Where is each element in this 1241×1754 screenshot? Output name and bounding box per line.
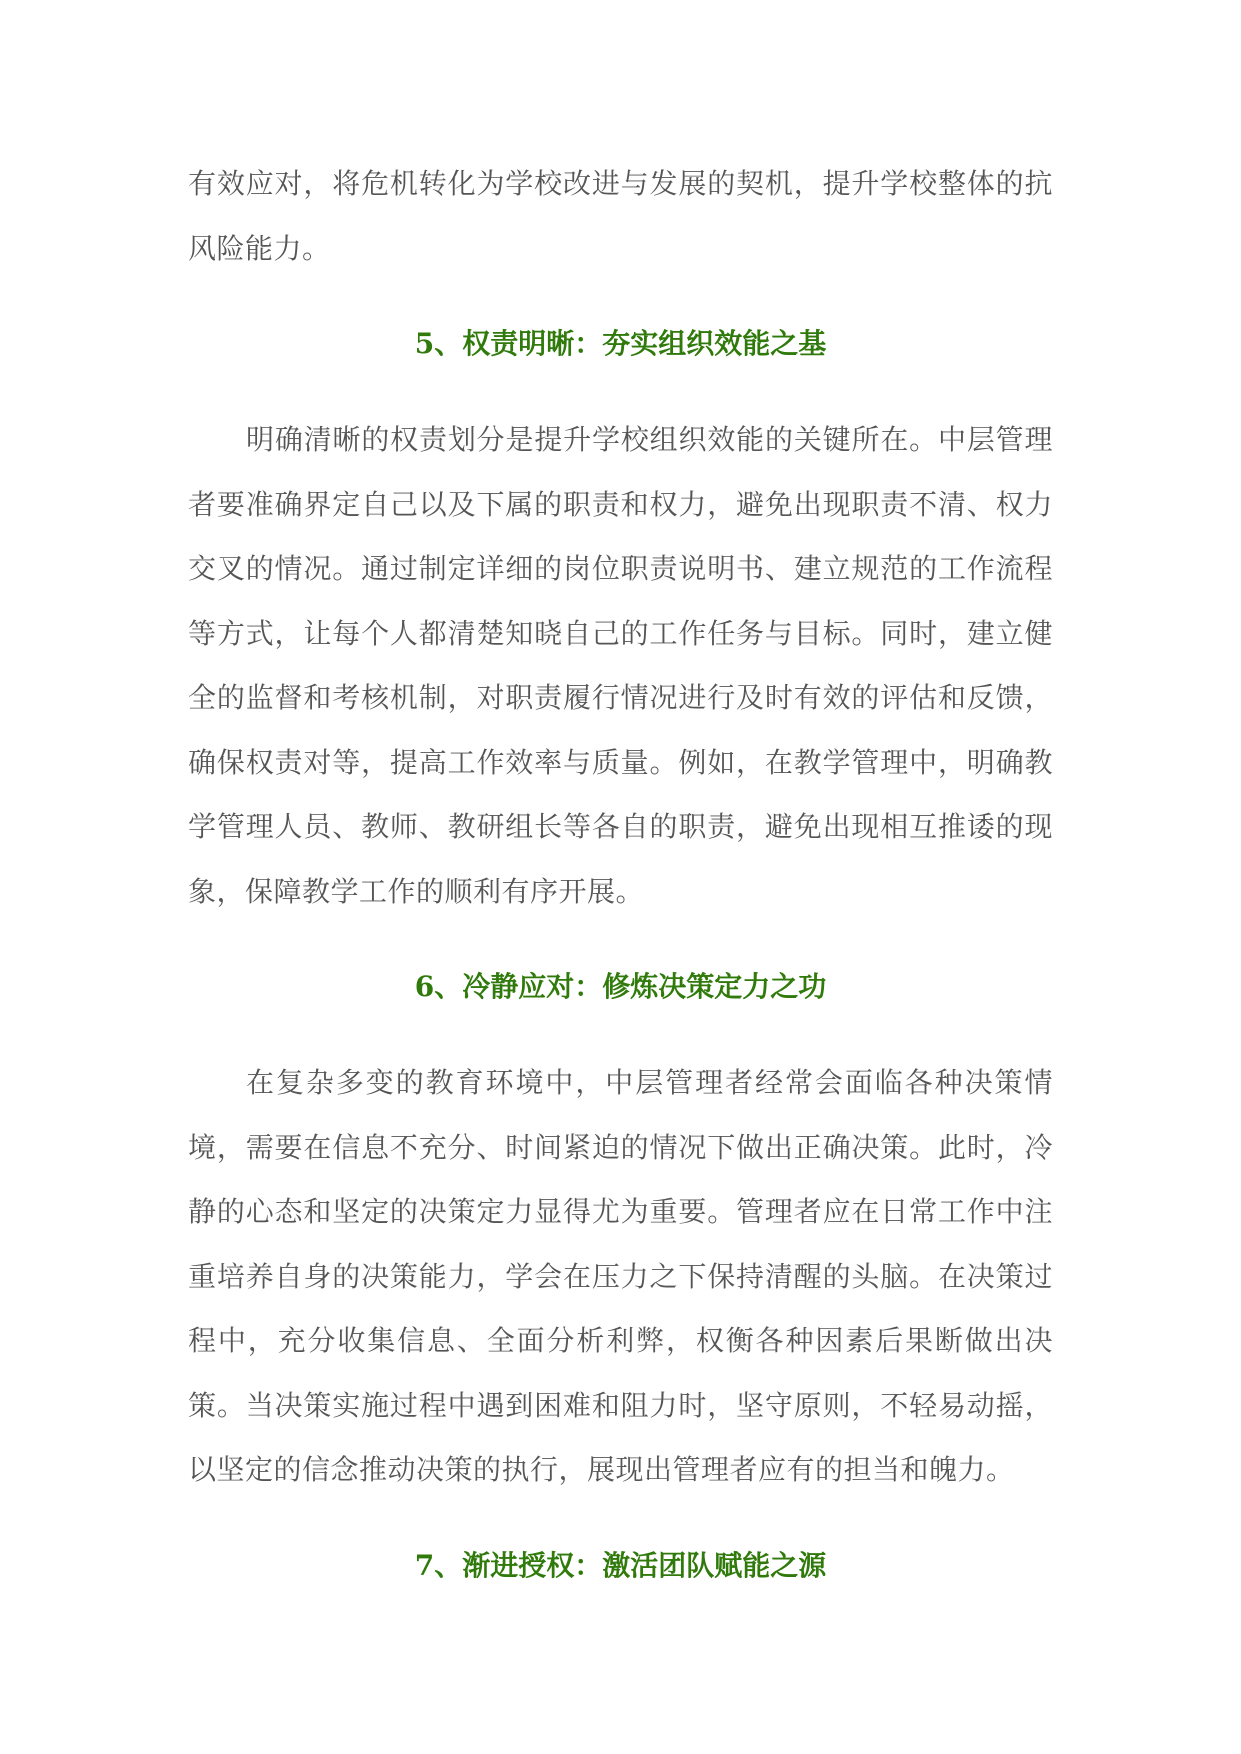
section-heading-7: 7、渐进授权：激活团队赋能之源 (414, 1548, 827, 1582)
section-heading-5: 5、权责明晰：夯实组织效能之基 (414, 327, 827, 360)
document-content (188, 152, 1053, 1598)
paragraph-section-6: 在复杂多变的教育环境中，中层管理者经常会面临各种决策情境，需要在信息不充分、时间紧迫的情况下做出正确决策。此时，冷静的心态和坚定的决策定力显得尤为重要。管理者应在日常工作中注重培养自身的决策能力，学会在压力之下保持清醒的头脑。在决策过程中，充分收集信息、全面分析利弊，权衡各种因素后果断做出决策。当决策实施过程中遇到困难和阻力时，坚守原则，不轻易动摇，以坚定的信念推动决策的执行，展现出管理者应有的担当和魄力。 (188, 1066, 1053, 1486)
paragraph-continued: 有效应对，将危机转化为学校改进与发展的契机，提升学校整体的抗风险能力。 (188, 167, 1053, 265)
paragraph-section-5: 明确清晰的权责划分是提升学校组织效能的关键所在。中层管理者要准确界定自己以及下属的职责和权力，避免出现职责不清、权力交叉的情况。通过制定详细的岗位职责说明书、建立规范的工作流程等方式，让每个人都清楚知晓自己的工作任务与目标。同时，建立健全的监督和考核机制，对职责履行情况进行及时有效的评估和反馈，确保权责对等，提高工作效率与质量。例如，在教学管理中，明确教学管理人员、教师、教研组长等各自的职责，避免出现相互推诿的现象，保障教学工作的顺利有序开展。 (188, 423, 1053, 908)
section-heading-6: 6、冷静应对：修炼决策定力之功 (414, 970, 827, 1003)
